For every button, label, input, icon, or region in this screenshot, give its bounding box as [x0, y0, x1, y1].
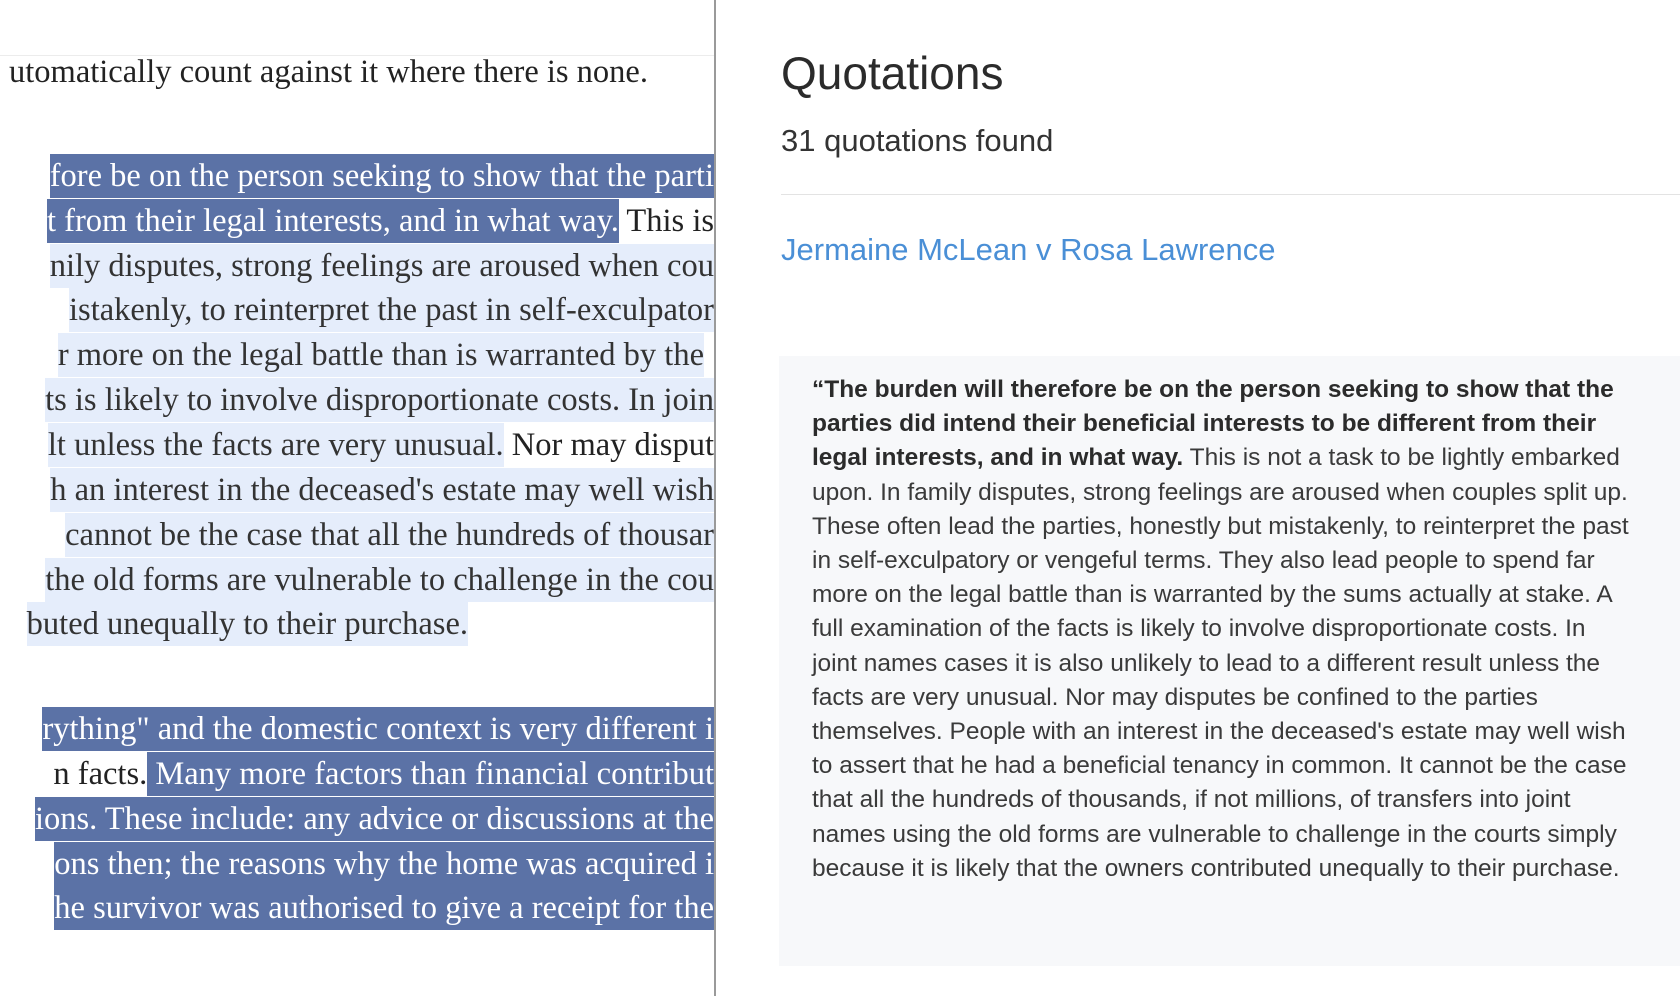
quotation-body-text: in self-exculpatory or vengeful terms. They also lead people to spend far — [812, 547, 1595, 574]
case-link[interactable]: Jermaine McLean v Rosa Lawrence — [781, 232, 1276, 267]
document-line — [54, 884, 714, 932]
document-line — [50, 152, 714, 200]
highlighted-segment: ions. These include: any advice or discussions at the — [35, 797, 714, 841]
highlighted-segment: istakenly, to reinterpret the past in self-exculpator — [69, 288, 714, 332]
highlighted-segment: cannot be the case that all the hundreds of thousar — [65, 513, 714, 557]
quotation-line — [812, 611, 1586, 647]
document-line — [50, 466, 714, 514]
quotation-body-text: names using the old forms are vulnerable to challenge in the courts simply — [812, 820, 1617, 848]
quotation-line — [812, 475, 1628, 511]
document-line — [48, 421, 714, 469]
quotation-line — [812, 543, 1595, 579]
quotation-body-text: that all the hundreds of thousands, if not millions, of transfers into joint — [812, 786, 1571, 814]
quotations-panel — [716, 0, 1680, 996]
quotation-line — [812, 509, 1629, 545]
quotation-line — [812, 577, 1613, 613]
quotation-count: 31 quotations found — [781, 123, 1054, 158]
quotation-line — [812, 680, 1538, 716]
document-line — [65, 511, 714, 559]
quotation-line — [812, 851, 1620, 887]
quotation-card[interactable] — [779, 356, 1680, 966]
text-segment: Nor may disput — [503, 427, 714, 463]
highlighted-segment: buted unequally to their purchase. — [27, 602, 468, 646]
quotation-line — [812, 406, 1596, 442]
quotation-body-text: full examination of the facts is likely to involve disproportionate costs. In — [812, 615, 1586, 643]
document-line — [47, 197, 714, 245]
highlighted-segment: lt unless the facts are very unusual. — [48, 423, 504, 467]
quotation-body-text: themselves. People with an interest in the deceased's estate may well wish — [812, 718, 1626, 745]
quotation-line — [812, 748, 1626, 784]
quotation-body-text: more on the legal battle than is warranted by the sums actually at stake. A — [812, 581, 1613, 609]
highlighted-segment: Many more factors than financial contribut — [147, 752, 714, 796]
quotation-line — [812, 714, 1626, 750]
document-line — [35, 795, 714, 843]
highlighted-segment: fore be on the person seeking to show that the parti — [50, 154, 714, 198]
quotation-bold-text: parties did intend their beneficial interests to be different from their — [812, 410, 1597, 438]
highlighted-segment: he survivor was authorised to give a receipt for the — [54, 886, 714, 930]
document-line — [58, 331, 704, 379]
highlighted-segment: nily disputes, strong feelings are aroused when cou — [50, 244, 714, 288]
document-line — [9, 48, 648, 96]
quotation-bold-text: legal interests, and in what way. — [812, 444, 1184, 472]
highlighted-segment: t from their legal interests, and in what way. — [47, 199, 619, 243]
highlighted-segment: ons then; the reasons why the home was acquired i — [54, 842, 714, 886]
document-line — [42, 705, 714, 753]
quotation-line — [812, 440, 1620, 476]
quotation-body-text: This is not a task to be lightly embarked — [1183, 444, 1620, 472]
quotation-line — [812, 646, 1600, 682]
text-segment: This is — [618, 203, 714, 239]
panel-title: Quotations — [781, 47, 1004, 99]
document-line — [69, 286, 714, 334]
quotation-body-text: because it is likely that the owners contributed unequally to their purchase. — [812, 854, 1620, 882]
document-line — [45, 556, 714, 604]
quotation-body-text: upon. In family disputes, strong feelings are aroused when couples split up. — [812, 478, 1628, 506]
panel-divider — [781, 194, 1680, 195]
highlighted-segment: h an interest in the deceased's estate may well wish — [50, 468, 714, 512]
highlighted-segment: ts is likely to involve disproportionate costs. In join — [45, 378, 714, 422]
highlighted-segment: the old forms are vulnerable to challenge in the cou — [45, 558, 714, 602]
document-line — [27, 600, 468, 648]
highlighted-segment: rything" and the domestic context is very different i — [42, 707, 714, 751]
quotation-line — [812, 372, 1614, 408]
text-segment: utomatically count against it where there is none. — [9, 54, 648, 90]
highlighted-segment: r more on the legal battle than is warranted by the — [58, 333, 704, 377]
quotation-bold-text: “The burden will therefore be on the person seeking to show that the — [812, 376, 1614, 403]
quotation-line — [812, 817, 1617, 853]
quotation-line — [812, 782, 1571, 818]
quotation-body-text: to assert that he had a beneficial tenancy in common. It cannot be the case — [812, 752, 1627, 780]
text-segment: n facts. — [53, 756, 148, 792]
document-line — [53, 750, 714, 798]
quotation-body-text: facts are very unusual. Nor may disputes be confined to the parties — [812, 683, 1538, 711]
document-line — [45, 376, 714, 424]
document-line — [50, 242, 714, 290]
quotation-body-text: joint names cases it is also unlikely to lead to a different result unless the — [812, 649, 1601, 677]
document-pane[interactable] — [0, 0, 714, 996]
document-line — [54, 840, 714, 888]
quotation-body-text: These often lead the parties, honestly but mistakenly, to reinterpret the past — [812, 512, 1629, 540]
